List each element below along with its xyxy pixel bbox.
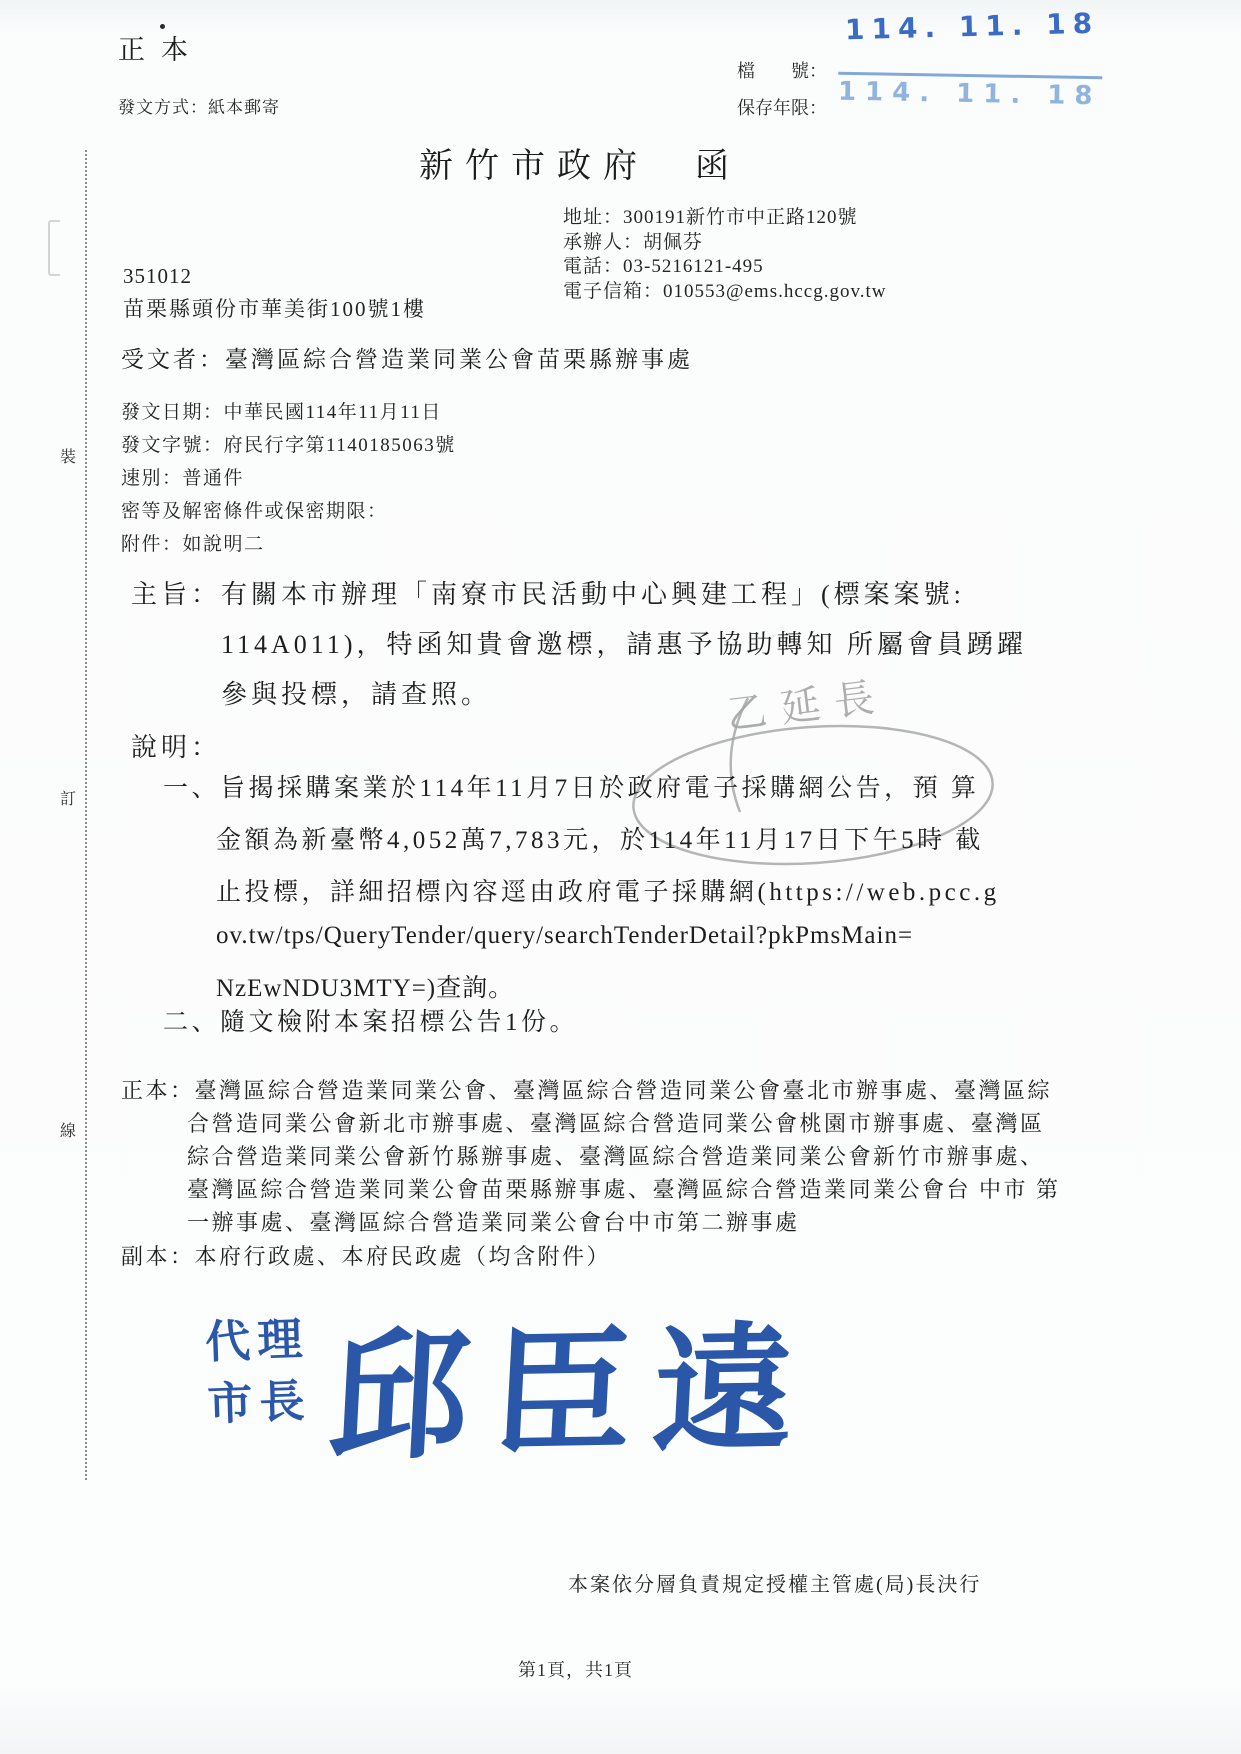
description-item1-line-url: ov.tw/tps/QueryTender/query/searchTenderDetail?pkPmsMain= [216,922,914,949]
sender-email: 電子信箱：010553@ems.hccg.gov.tw [563,280,887,302]
document-meta-block [121,396,456,561]
copy-to-line: 綜合營造業同業公會新竹縣辦事處、臺灣區綜合營造業同業公會新竹市辦事處、 [187,1144,1045,1169]
description-item1-line: 一、旨揭採購案業於114年11月7日於政府電子採購網公告，預 算 [163,775,980,802]
signature-title-char: 理 [256,1314,304,1366]
signature-title-char: 代 [204,1316,252,1368]
description-item1-line: 止投標，詳細招標內容逕由政府電子採購網(https://web.pcc.g [216,879,1000,906]
attachment-note: 附件：如說明二 [121,534,265,555]
signature-title-char: 市 [206,1378,254,1430]
cc-line: 副本：本府行政處、本府民政處（均含附件） [121,1244,612,1269]
signature-title-acting-mayor [201,1310,309,1438]
issue-date: 發文日期：中華民國114年11月11日 [121,402,442,423]
recipient-zip: 351012 [123,264,192,288]
handwritten-pencil-note: 乙延長 [724,673,891,739]
subject-line: 114A011)，特函知貴會邀標，請惠予協助轉知 所屬會員踴躍 [221,630,1028,659]
authorization-note: 本案依分層負責規定授權主管處(局)長決行 [568,1574,982,1596]
description-item1-line: 金額為新臺幣4,052萬7,783元，於114年11月17日下午5時 截 [216,827,984,854]
description-label: 說明： [131,733,222,762]
sender-contact-block [563,206,887,304]
received-date-stamp-top: 114. 11. 18 [844,6,1100,47]
speed-class: 速別：普通件 [121,468,245,489]
description-item1-line-url: NzEwNDU3MTY=)查詢。 [216,975,515,1002]
signature-name: 邱臣遠 [324,1307,820,1481]
delivery-method: 發文方式：紙本郵寄 [118,98,280,117]
copy-type-label: 正本 [118,35,204,65]
sender-contact-person: 承辦人：胡佩芬 [563,231,704,253]
received-date-stamp-bottom: 114. 11. 18 [838,72,1102,112]
document-title: 新竹市政府 函 [419,148,741,185]
binding-dotted-line [85,150,87,1480]
subject-line: 參與投標，請查照。 [221,680,492,709]
subject-line: 主旨：有關本市辦理「南寮市民活動中心興建工程」(標案案號: [131,580,965,609]
binding-mark-ding: 訂 [60,791,77,808]
file-number-label: 檔 號： [737,61,827,81]
page-number: 第1頁，共1頁 [518,1660,633,1680]
binding-mark-xian: 線 [60,1123,77,1140]
recipient-name: 受文者：臺灣區綜合營造業同業公會苗栗縣辦事處 [121,347,693,372]
retention-label: 保存年限： [737,98,827,118]
copy-to-line: 臺灣區綜合營造業同業公會苗栗縣辦事處、臺灣區綜合營造業同業公會台 中市 第 [187,1177,1061,1202]
binding-mark-zhuang: 裝 [60,449,77,466]
signature-title-char: 長 [258,1376,306,1428]
copy-to-line: 正本：臺灣區綜合營造業同業公會、臺灣區綜合營造同業公會臺北市辦事處、臺灣區綜 [121,1078,1053,1103]
recipient-street: 苗栗縣頭份市華美街100號1樓 [123,297,426,321]
security-class: 密等及解密條件或保密期限： [121,501,388,522]
description-item2: 二、隨文檢附本案招標公告1份。 [163,1009,579,1036]
sender-phone: 電話：03-5216121-495 [563,256,764,277]
copy-to-line: 一辦事處、臺灣區綜合營造業同業公會台中市第二辦事處 [187,1210,800,1235]
sender-address: 地址：300191新竹市中正路120號 [563,207,858,228]
doc-number: 發文字號：府民行字第1140185063號 [121,435,456,456]
ink-dot-artifact [160,24,165,29]
scan-artifact [48,220,60,276]
copy-to-line: 合營造同業公會新北市辦事處、臺灣區綜合營造同業公會桃園市辦事處、臺灣區 [187,1111,1045,1136]
